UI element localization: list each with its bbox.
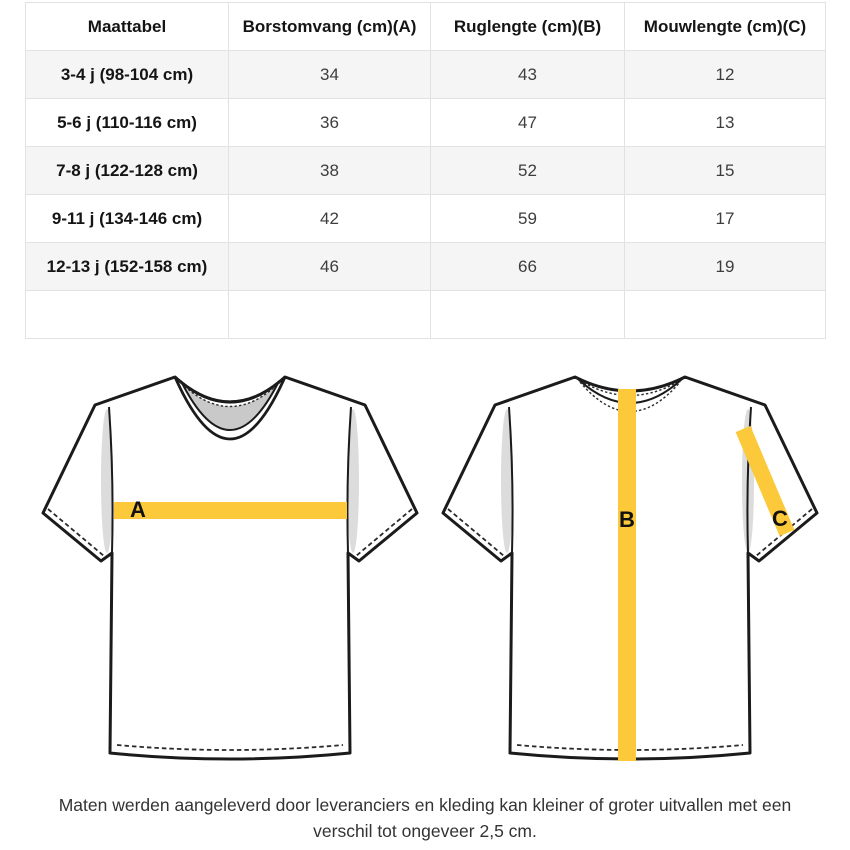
shirt-outline — [43, 377, 417, 759]
chest-measure-band — [114, 502, 347, 519]
chest-value — [229, 291, 431, 339]
header-cell-chest: Borstomvang (cm)(A) — [229, 3, 431, 51]
sleeve-length-value: 19 — [625, 243, 826, 291]
measurement-diagrams — [0, 365, 850, 765]
table-row — [26, 195, 826, 243]
size-row-label: 5-6 j (110-116 cm) — [26, 99, 229, 147]
chest-value: 38 — [229, 147, 431, 195]
sleeve-length-value: 12 — [625, 51, 826, 99]
back-length-value: 66 — [431, 243, 625, 291]
table-row-empty — [26, 291, 826, 339]
header-cell-back-length: Ruglengte (cm)(B) — [431, 3, 625, 51]
size-row-label: 3-4 j (98-104 cm) — [26, 51, 229, 99]
measure-label-b: B — [619, 507, 635, 532]
chest-value: 34 — [229, 51, 431, 99]
back-length-value: 52 — [431, 147, 625, 195]
measure-label-c: C — [772, 506, 788, 531]
header-cell-sleeve-length: Mouwlengte (cm)(C) — [625, 3, 826, 51]
measure-label-a: A — [130, 497, 146, 522]
sleeve-length-value: 15 — [625, 147, 826, 195]
back-length-value — [431, 291, 625, 339]
size-row-label — [26, 291, 229, 339]
back-length-value: 43 — [431, 51, 625, 99]
size-table — [25, 2, 826, 339]
back-length-measure-band — [618, 389, 636, 761]
size-disclaimer — [0, 792, 850, 844]
table-row — [26, 243, 826, 291]
header-cell-size: Maattabel — [26, 3, 229, 51]
table-row — [26, 147, 826, 195]
sleeve-length-value: 13 — [625, 99, 826, 147]
size-row-label: 9-11 j (134-146 cm) — [26, 195, 229, 243]
disclaimer-line-2: verschil tot ongeveer 2,5 cm. — [313, 821, 537, 841]
chest-value: 42 — [229, 195, 431, 243]
sleeve-length-value — [625, 291, 826, 339]
table-header-row — [26, 3, 826, 51]
disclaimer-line-1: Maten werden aangeleverd door leveranciers en kleding kan kleiner of groter uitvallen met een — [58, 795, 792, 815]
table-row — [26, 99, 826, 147]
size-row-label: 7-8 j (122-128 cm) — [26, 147, 229, 195]
chest-value: 36 — [229, 99, 431, 147]
back-length-value: 47 — [431, 99, 625, 147]
front-shirt-diagram — [35, 365, 425, 765]
back-length-value: 59 — [431, 195, 625, 243]
size-table-section — [25, 2, 825, 339]
back-shirt-diagram — [435, 365, 825, 765]
size-row-label: 12-13 j (152-158 cm) — [26, 243, 229, 291]
table-row — [26, 51, 826, 99]
chest-value: 46 — [229, 243, 431, 291]
sleeve-length-value: 17 — [625, 195, 826, 243]
